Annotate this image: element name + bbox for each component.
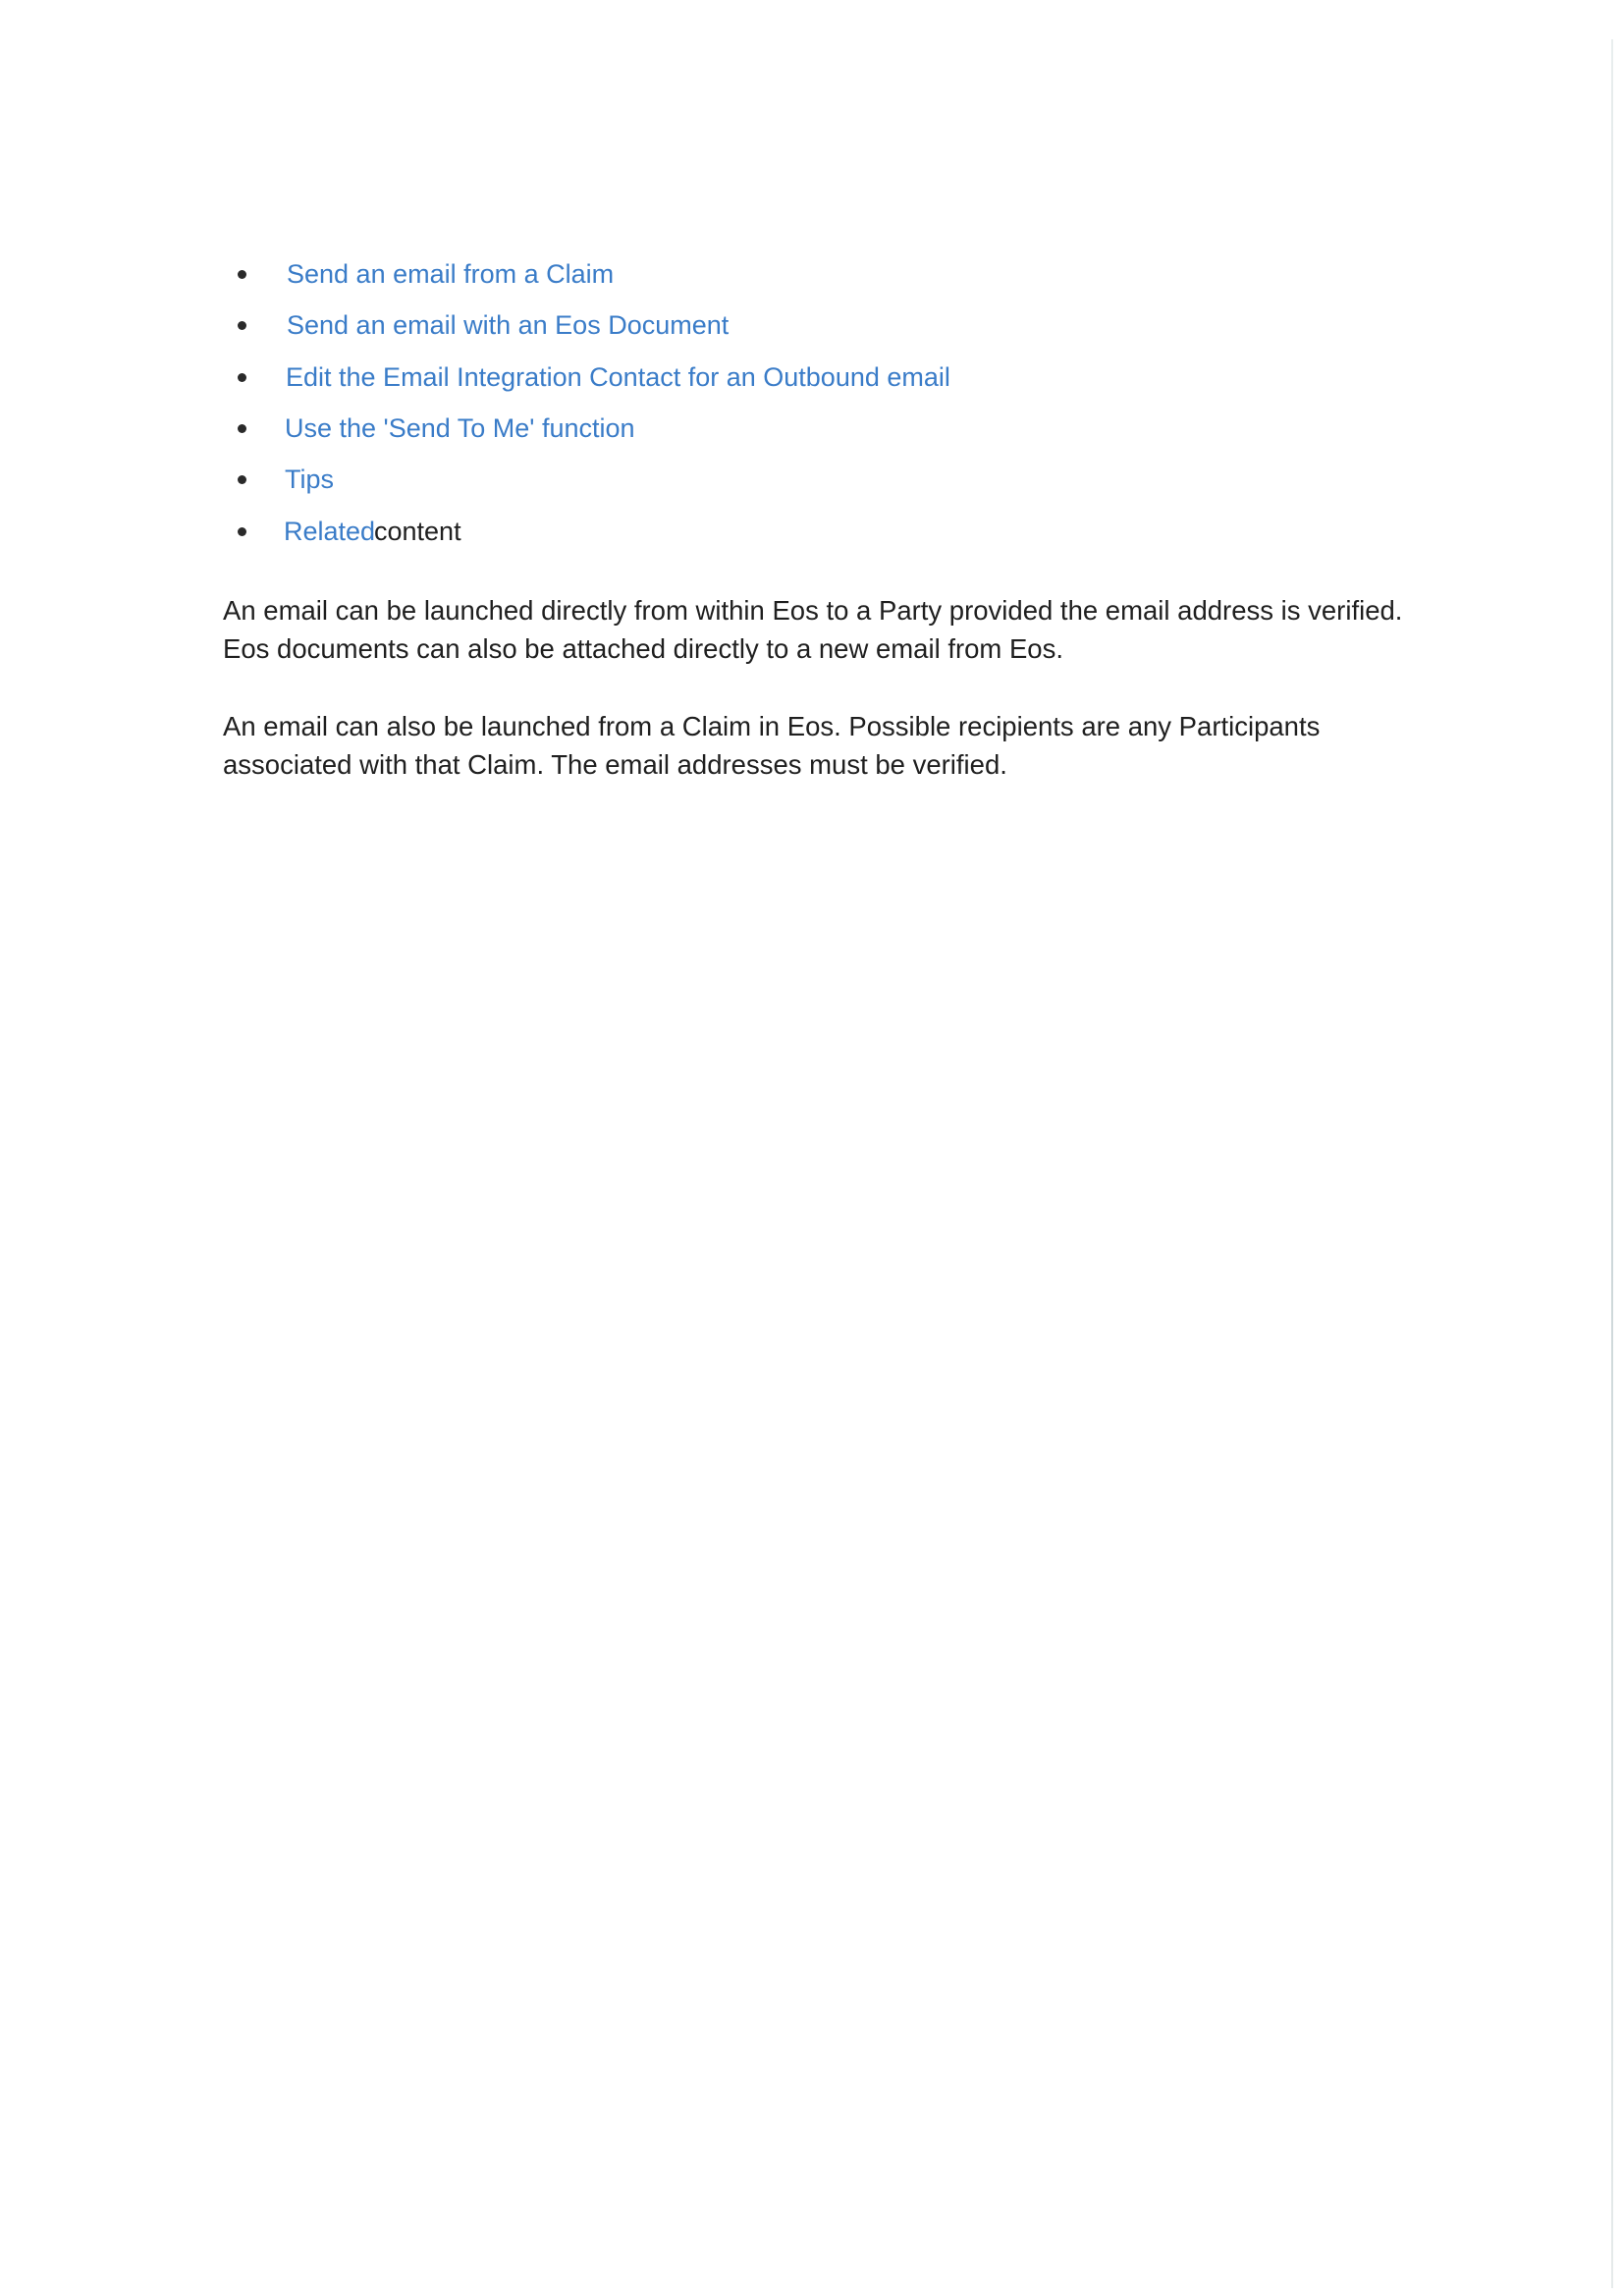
link-edit-email-integration-contact[interactable]: Edit the Email Integration Contact for an Outbound email	[286, 362, 950, 392]
claim-email-paragraph	[223, 707, 1450, 784]
bullet-icon	[238, 321, 246, 330]
paragraph-line: Eos documents can also be attached directly to a new email from Eos.	[223, 633, 1063, 664]
link-related[interactable]: Related	[284, 517, 376, 546]
bullet-icon	[238, 424, 246, 433]
paragraph-line: associated with that Claim. The email addresses must be verified.	[223, 749, 1007, 780]
list-item	[0, 254, 1178, 294]
intro-paragraph	[223, 591, 1450, 668]
bullet-icon	[238, 475, 246, 484]
paragraph-line: An email can be launched directly from within Eos to a Party provided the email address is verified.	[223, 595, 1403, 626]
link-send-email-with-eos-document[interactable]: Send an email with an Eos Document	[287, 310, 730, 340]
bullet-icon	[238, 373, 246, 382]
link-use-send-to-me-function[interactable]: Use the 'Send To Me' function	[285, 413, 635, 443]
list-item	[0, 357, 1178, 397]
paragraph-line: An email can also be launched from a Claim in Eos. Possible recipients are any Participants	[223, 711, 1321, 741]
list-item	[0, 305, 1178, 345]
link-send-email-from-claim[interactable]: Send an email from a Claim	[287, 259, 615, 289]
link-tips[interactable]: Tips	[285, 465, 335, 494]
bullet-icon	[238, 527, 246, 536]
list-item	[0, 409, 1178, 448]
bullet-icon	[238, 270, 246, 279]
list-item	[0, 512, 1178, 551]
related-suffix-text: content	[374, 517, 461, 546]
page-edge-shadow	[1611, 39, 1613, 2288]
list-item	[0, 460, 1178, 499]
